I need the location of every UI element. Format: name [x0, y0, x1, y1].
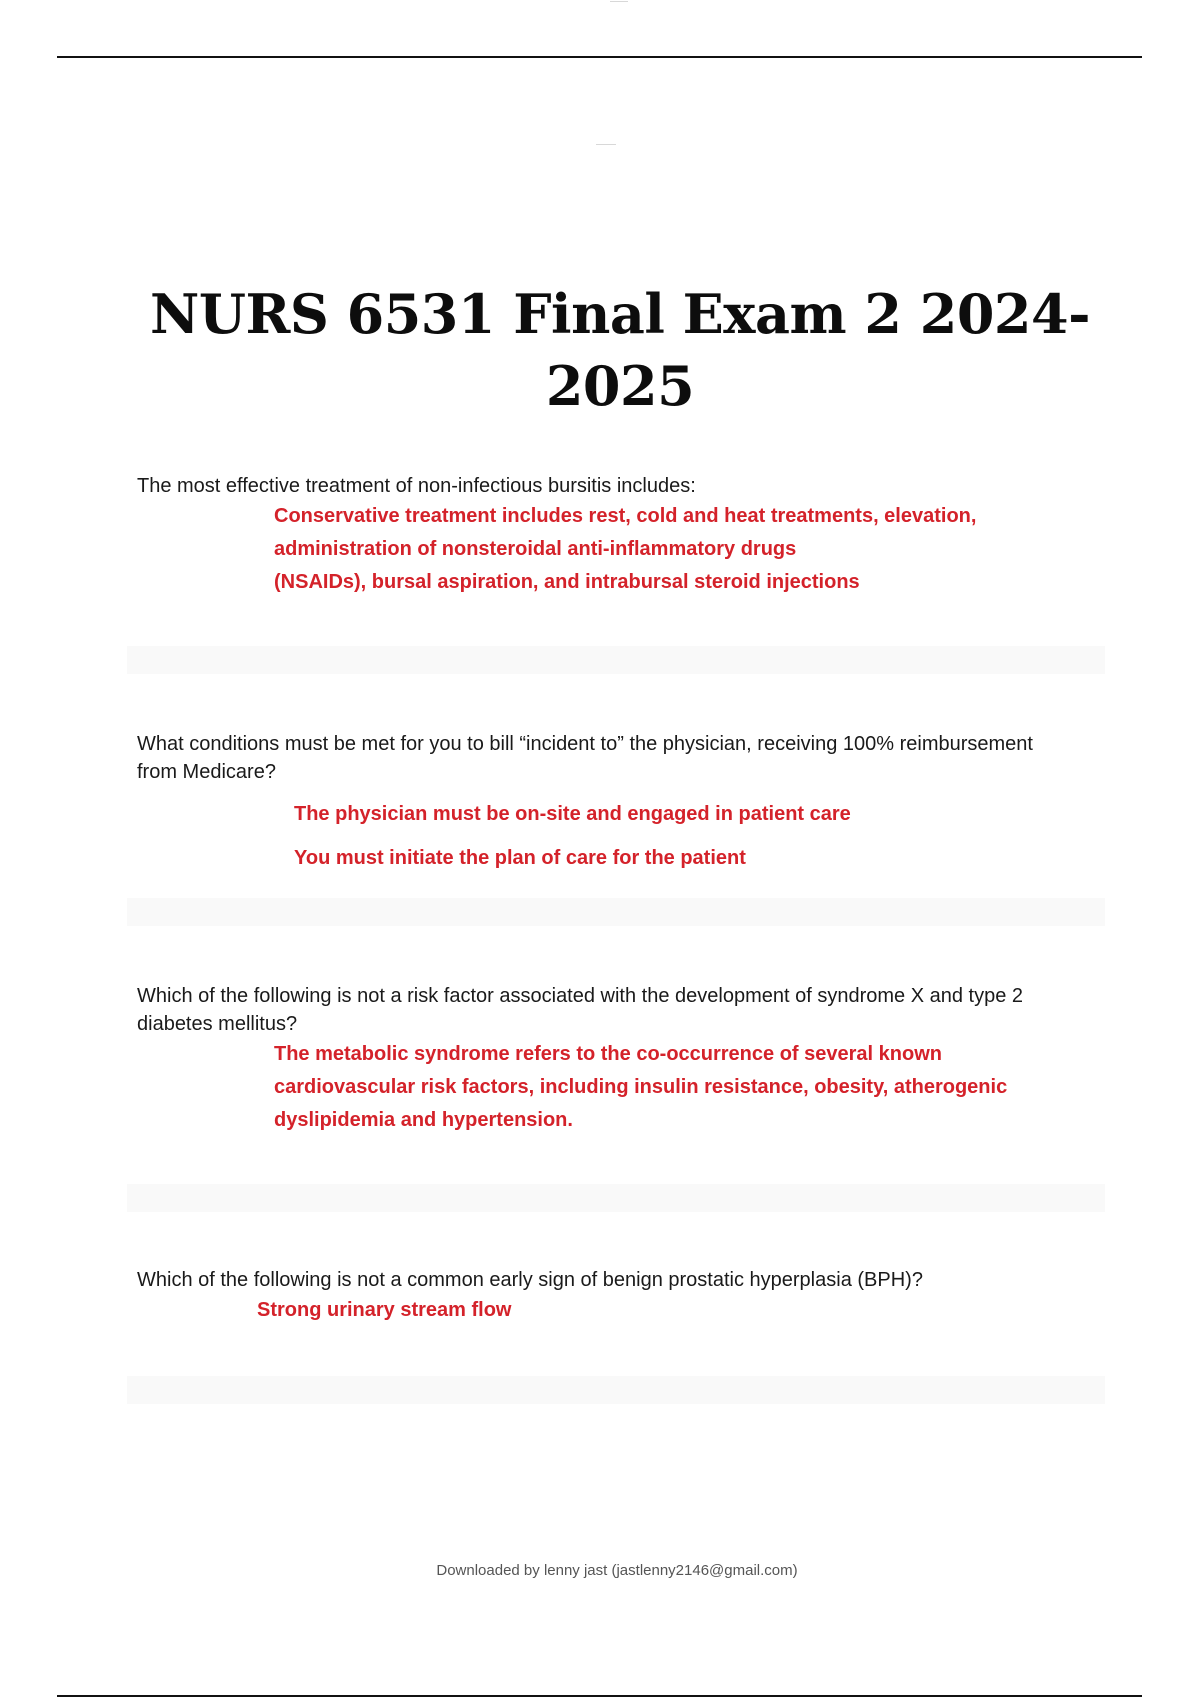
answer	[274, 500, 1077, 599]
answer-line: administration of nonsteroidal anti-inflammatory drugs	[274, 538, 797, 560]
question-text: The most effective treatment of non-infectious bursitis includes:	[137, 475, 696, 497]
title-line-2: 2025	[545, 354, 695, 418]
answer	[274, 1038, 1077, 1137]
answer-line: Conservative treatment includes rest, cold and heat treatments, elevation,	[274, 505, 977, 527]
separator-band	[127, 646, 1105, 674]
separator-band	[127, 1376, 1105, 1404]
question-text: Which of the following is not a risk factor associated with the development of syndrome X and type 2 diabetes mellitus?	[137, 985, 1024, 1035]
question-text: Which of the following is not a common early sign of benign prostatic hyperplasia (BPH)?	[137, 1269, 923, 1291]
separator-band	[127, 898, 1105, 926]
qa-item	[137, 982, 1077, 1137]
answer-line: Strong urinary stream flow	[257, 1299, 512, 1321]
qa-item	[137, 730, 1077, 880]
answer-line: The physician must be on-site and engaged in patient care	[294, 803, 851, 825]
document-title	[0, 278, 1200, 422]
bottom-rule	[57, 1695, 1142, 1697]
answer	[257, 1294, 1077, 1327]
answer-line: You must initiate the plan of care for the patient	[294, 847, 746, 869]
separator-band	[127, 1184, 1105, 1212]
title-line-1: NURS 6531 Final Exam 2 2024-	[150, 282, 1090, 346]
header-mark-secondary	[596, 144, 616, 145]
answer-line: The metabolic syndrome refers to the co-occurrence of several known	[274, 1043, 942, 1065]
answer-line: cardiovascular risk factors, including insulin resistance, obesity, atherogenic	[274, 1076, 1008, 1098]
top-rule	[57, 56, 1142, 58]
header-mark	[610, 1, 628, 2]
answer	[294, 792, 1077, 880]
download-footer: Downloaded by lenny jast (jastlenny2146@gmail.com)	[436, 1562, 798, 1579]
qa-item	[137, 472, 1077, 599]
qa-item	[137, 1266, 1077, 1327]
answer-line: dyslipidemia and hypertension.	[274, 1109, 573, 1131]
question-text: What conditions must be met for you to bill “incident to” the physician, receiving 100% reimbursement from Medicare?	[137, 733, 1033, 783]
answer-line: (NSAIDs), bursal aspiration, and intrabursal steroid injections	[274, 571, 860, 593]
